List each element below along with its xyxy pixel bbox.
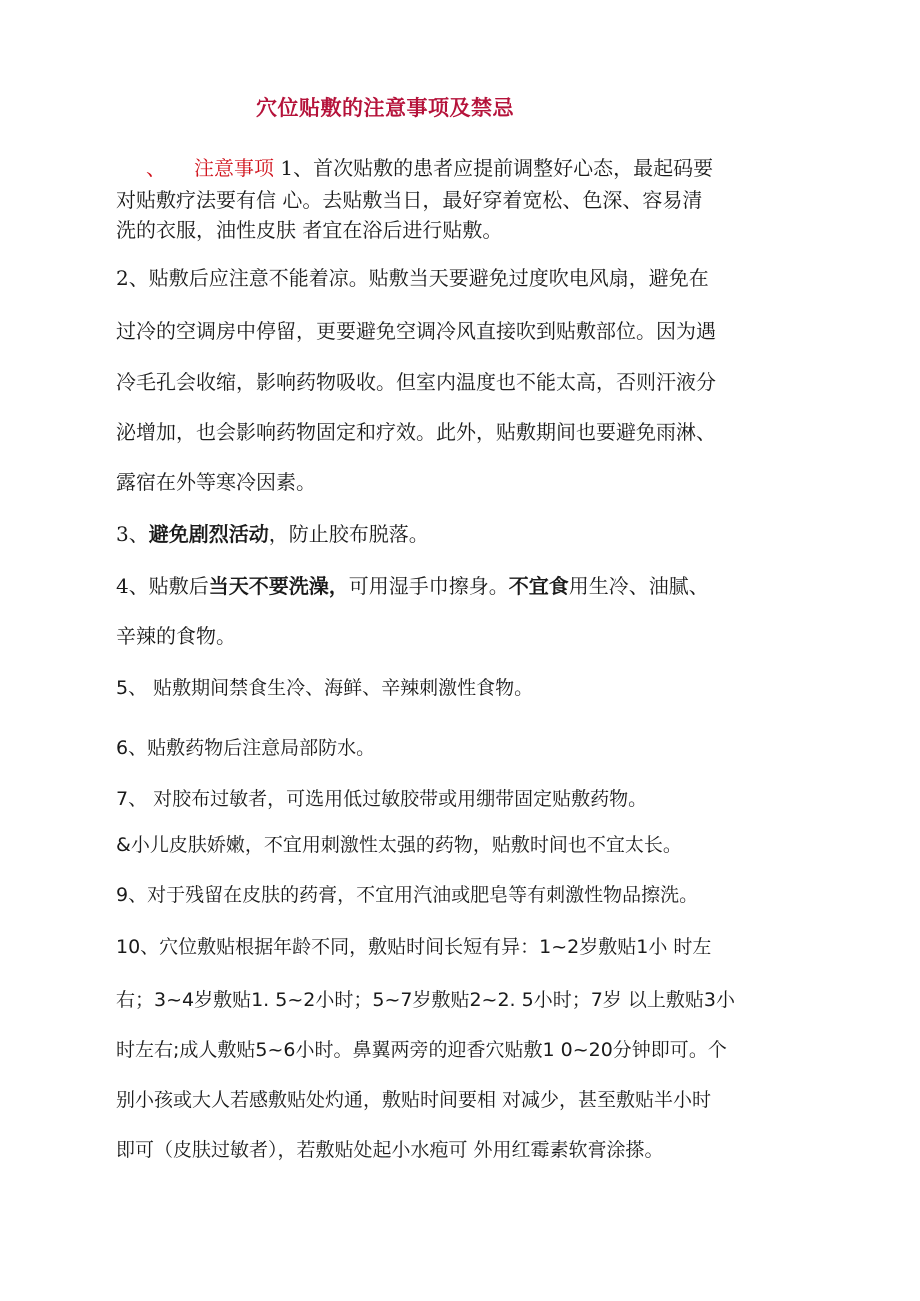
item9-line: 9、对于残留在皮肤的药膏，不宜用汽油或肥皂等有刺激性物品擦洗。 (116, 884, 699, 906)
item4-line-2: 辛辣的食物。 (116, 624, 236, 648)
intro-text-1: 1、首次贴敷的患者应提前调整好心态，最起码要 (280, 156, 714, 180)
page-title: 穴位贴敷的注意事项及禁忌 (256, 96, 514, 120)
item3-line (116, 518, 429, 547)
item4-prefix: 4、贴敷后 (116, 574, 209, 598)
item10-line-3: 时左右;成人敷贴5~6小时。鼻翼两旁的迎香穴贴敷1 0~20分钟即可。个 (116, 1039, 727, 1061)
item10-line-1: 10、穴位敷贴根据年龄不同，敷贴时间长短有异：1~2岁敷贴1小 时左 (116, 936, 712, 958)
item10-line-4: 别小孩或大人若感敷贴处灼通，敷贴时间要相 对减少，甚至敷贴半小时 (116, 1089, 712, 1111)
intro-line-2: 对贴敷疗法要有信 心。去贴敷当日，最好穿着宽松、色深、容易清 (116, 188, 703, 212)
item2-line-2: 过冷的空调房中停留，更要避免空调冷风直接吹到贴敷部位。因为遇 (116, 319, 716, 343)
item4-bold-1: 当天不要洗澡， (208, 574, 349, 598)
item4-rest: 用生冷、油腻、 (568, 574, 709, 598)
item4-mid: 可用湿手巾擦身。 (348, 574, 509, 598)
item2-line-3: 冷毛孔会收缩，影响药物吸收。但室内温度也不能太高，否则汗液分 (116, 370, 716, 394)
item3-prefix: 3、 (116, 522, 149, 546)
item2-line-1: 2、贴敷后应注意不能着凉。贴敷当天要避免过度吹电风扇，避免在 (116, 266, 709, 290)
intro-line-3: 洗的衣服，油性皮肤 者宜在浴后进行贴敷。 (116, 218, 503, 242)
item2-line-4: 泌增加，也会影响药物固定和疗效。此外，贴敷期间也要避免雨淋、 (116, 420, 716, 444)
item10-line-5: 即可（皮肤过敏者），若敷贴处起小水疱可 外用红霉素软膏涂搽。 (116, 1139, 664, 1161)
intro-line-1 (146, 152, 713, 181)
intro-bullet: 、 (146, 156, 166, 180)
item2-line-5: 露宿在外等寒冷因素。 (116, 470, 316, 494)
item6-line: 6、贴敷药物后注意局部防水。 (116, 737, 376, 759)
item5-line: 5、 贴敷期间禁食生冷、海鲜、辛辣刺激性食物。 (116, 677, 534, 699)
item4-line-1 (116, 570, 709, 599)
item8-line: &小儿皮肤娇嫩，不宜用刺激性太强的药物，贴敷时间也不宜太长。 (116, 834, 682, 856)
intro-heading: 注意事项 (194, 156, 274, 180)
item3-rest: ，防止胶布脱落。 (268, 522, 429, 546)
item3-bold: 避免剧烈活动 (148, 522, 269, 546)
item7-line: 7、 对胶布过敏者，可选用低过敏胶带或用绷带固定贴敷药物。 (116, 788, 648, 810)
item10-line-2: 右；3~4岁敷贴1. 5~2小时；5~7岁敷贴2~2. 5小时；7岁 以上敷贴3小 (116, 989, 735, 1011)
item4-bold-2: 不宜食 (508, 574, 569, 598)
